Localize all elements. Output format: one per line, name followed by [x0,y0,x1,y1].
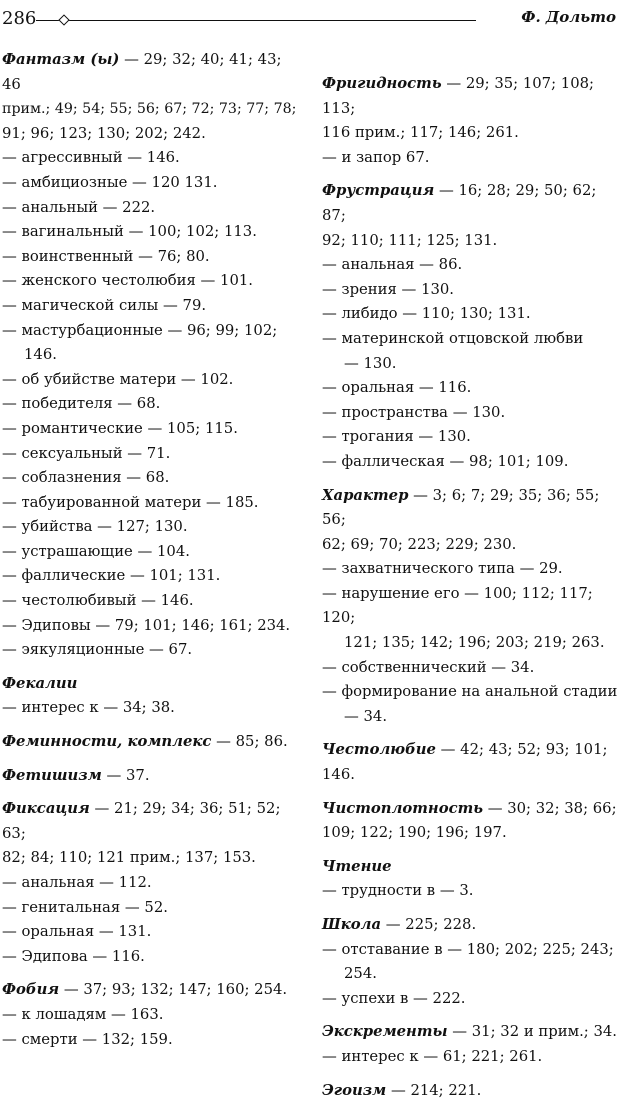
subentry-continuation: 121; 135; 142; 196; 203; 219; 263. [344,634,605,652]
subentry: — женского честолюбия — 101. [2,272,253,290]
subentry: — магической силы — 79. [2,296,207,314]
subentry: — фаллические — 101; 131. [2,567,221,585]
page-refs: — 31; 32 и прим.; 34. [447,1023,618,1041]
subentry: — оральная — 131. [2,923,152,941]
index-heading: Фекалии [2,674,78,692]
subentry: — формирование на анальной стадии [322,683,618,701]
subentry: — убийства — 127; 130. [2,518,188,536]
subentry: — агрессивный — 146. [2,149,180,167]
subentry: — трудности в — 3. [322,882,474,900]
index-heading: Фрустрация [322,182,435,200]
index-entry-frigidnost [322,72,618,170]
subentry: — анальная — 86. [322,256,463,274]
index-entry-chestolyubie [322,738,618,787]
page-refs: — 29; 35; 107; 108; 113; [322,75,595,117]
subentry: — вагинальный — 100; 102; 113. [2,223,257,241]
index-heading: Эгоизм [322,1081,387,1099]
index-entry-ekskrementy [322,1020,618,1069]
subentry: — отставание в — 180; 202; 225; 243; [322,940,614,958]
subentry-continuation: — 130. [344,354,397,372]
index-entry-chtenie [322,855,618,904]
subentry-continuation: — 34. [344,707,388,725]
page-number: 286 [2,8,37,29]
subentry: — интерес к — 34; 38. [2,699,175,717]
index-entry-fiksaciya [2,797,302,969]
page-refs: — 30; 32; 38; 66; [483,799,617,817]
subentry: — Эдипова — 116. [2,947,145,965]
subentry: — соблазнения — 68. [2,469,170,487]
subentry: — успехи в — 222. [322,989,466,1007]
index-entry-chistoplotnost [322,797,618,846]
index-entry-fetishizm [2,764,302,789]
subentry: — фаллическая — 98; 101; 109. [322,452,569,470]
index-entry-fobiya [2,978,302,1052]
subentry: — оральная — 116. [322,379,472,397]
page-refs: 116 прим.; 117; 146; 261. [322,124,519,142]
index-entry-egoizm [322,1079,618,1103]
page-refs: 62; 69; 70; 223; 229; 230. [322,535,517,553]
index-heading: Экскременты [322,1023,448,1041]
subentry: — генитальная — 52. [2,898,168,916]
diamond-ornament-icon [58,14,69,25]
index-heading: Фригидность [322,75,442,92]
subentry: — эякуляционные — 67. [2,641,193,659]
subentry: — собственнический — 34. [322,658,535,676]
subentry: — воинственный — 76; 80. [2,247,210,265]
index-heading: Фиксация [2,800,90,818]
subentry: — нарушение его — 100; 112; 117; 120; [322,584,593,627]
subentry: — и запор 67. [322,148,430,166]
page-refs: 91; 96; 123; 130; 202; 242. [2,124,206,142]
subentry: — интерес к — 61; 221; 261. [322,1047,543,1065]
subentry: — трогания — 130. [322,428,471,446]
index-heading: Честолюбие [322,741,436,759]
index-entry-shkola [322,913,618,1011]
page-refs: — 37. [101,766,150,784]
index-heading: Фетишизм [2,766,102,784]
page-refs: — 21; 29; 34; 36; 51; 52; 63; [2,800,281,842]
subentry: — зрения — 130. [322,280,455,298]
subentry: — смерти — 132; 159. [2,1030,173,1048]
subentry-continuation: 146. [24,346,57,364]
subentry: — устрашающие — 104. [2,542,190,560]
index-heading: Феминности, комплекс [2,733,212,751]
index-entry-frustraciya [322,179,618,474]
header-rule [36,20,476,21]
index-entry-harakter [322,484,618,730]
running-head-author: Ф. Дольто [521,8,616,26]
index-entry-fantazm [2,48,302,663]
index-column-left [2,48,302,1052]
index-entry-fekalii [2,672,302,721]
page-refs: — 85; 86. [211,733,288,751]
index-heading: Чтение [322,857,392,875]
index-heading: Чистоплотность [322,799,484,817]
subentry: — победителя — 68. [2,395,161,413]
page-refs: 109; 122; 190; 196; 197. [322,824,507,842]
subentry: — мастурбационные — 96; 99; 102; [2,321,278,339]
index-heading: Школа [322,916,382,933]
page-refs: — 37; 93; 132; 147; 160; 254. [59,981,288,999]
page-header [0,0,620,36]
subentry: — об убийстве матери — 102. [2,370,234,388]
page-refs: — 225; 228. [381,916,477,933]
page-refs: 92; 110; 111; 125; 131. [322,231,498,249]
subentry: — амбициозные — 120 131. [2,173,218,191]
page-refs: — 42; 43; 52; 93; 101; 146. [322,741,608,784]
subentry: — табуированной матери — 185. [2,493,259,511]
index-heading: Характер [322,486,409,504]
subentry: — сексуальный — 71. [2,444,171,462]
index-heading: Фантазм (ы) [2,51,120,68]
subentry: — анальная — 112. [2,874,152,891]
index-entry-feminnosti [2,730,302,755]
index-heading: Фобия [2,981,60,999]
subentry: — Эдиповы — 79; 101; 146; 161; 234. [2,616,291,634]
page-refs: — 16; 28; 29; 50; 62; 87; [322,182,597,224]
subentry: — честолюбивый — 146. [2,592,194,610]
subentry: — либидо — 110; 130; 131. [322,305,531,323]
subentry: — захватнического типа — 29. [322,560,563,578]
page-refs: прим.; 49; 54; 55; 56; 67; 72; 73; 77; 78; [2,101,297,118]
page-refs: 82; 84; 110; 121 прим.; 137; 153. [2,849,256,867]
page-refs: — 214; 221. [386,1081,482,1099]
subentry: — пространства — 130. [322,403,506,421]
subentry: — романтические — 105; 115. [2,419,238,437]
subentry: — к лошадям — 163. [2,1005,164,1023]
page-refs: — 29; 32; 40; 41; 43; 46 [2,51,282,93]
subentry: — материнской отцовской любви [322,329,584,347]
subentry-continuation: 254. [344,965,377,983]
subentry: — анальный — 222. [2,198,156,216]
page-refs: — 3; 6; 7; 29; 35; 36; 55; 56; [322,486,600,529]
index-column-right [322,72,618,1103]
